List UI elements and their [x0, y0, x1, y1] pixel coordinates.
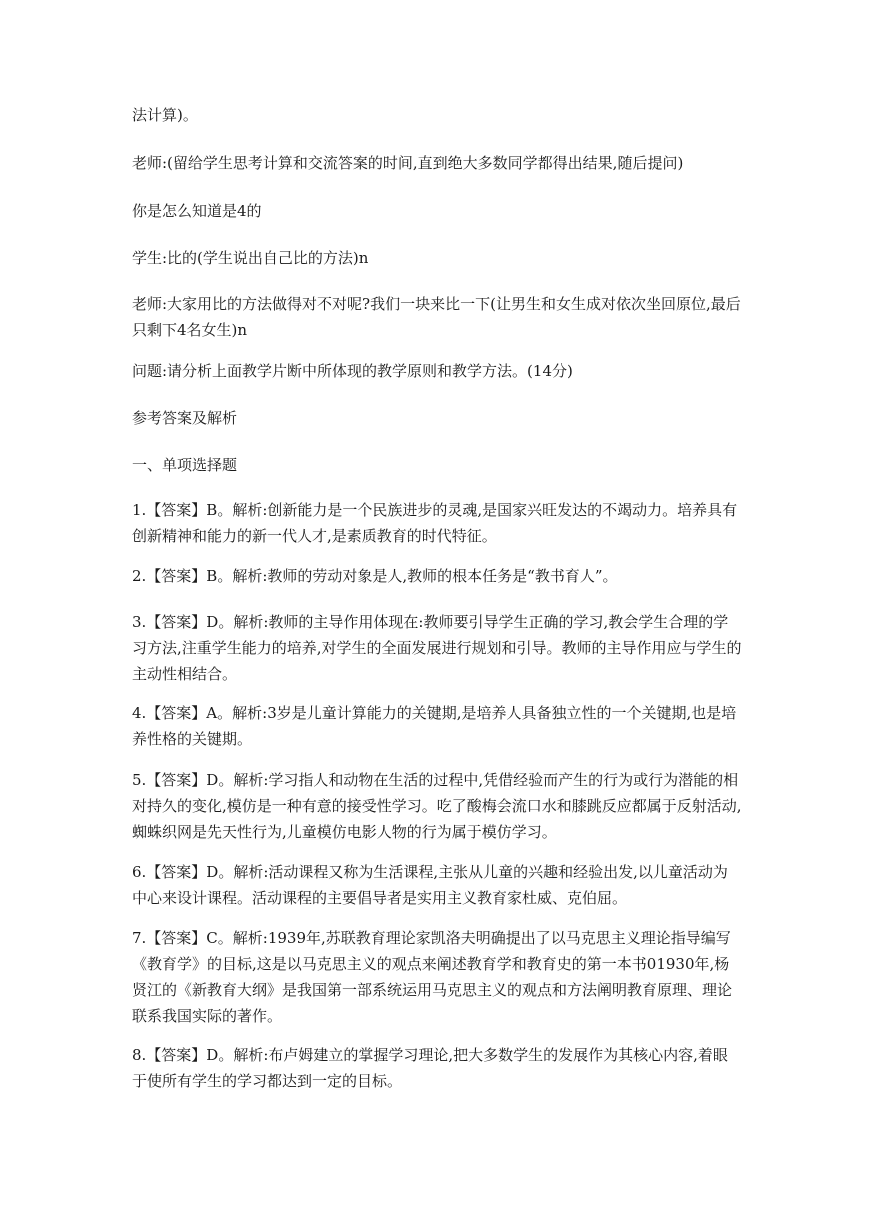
paragraph-question: 你是怎么知道是4的	[132, 202, 262, 220]
paragraph-continuation: 法计算)。	[132, 106, 198, 124]
answer-item-3: 3.【答案】D。解析:教师的主导作用体现在:教师要引导学生正确的学习,教会学生合理的学习方法,注重学生能力的培养,对学生的全面发展进行规划和引导。教师的主导作用应与学生的主动性相结合。	[132, 613, 742, 683]
answer-item-6: 6.【答案】D。解析:活动课程又称为生活课程,主张从儿童的兴趣和经验出发,以儿童活动为中心来设计课程。活动课程的主要倡导者是实用主义教育家杜威、克伯屈。	[132, 863, 728, 907]
paragraph-student-answer: 学生:比的(学生说出自己比的方法)n	[132, 249, 369, 267]
answer-item-7: 7.【答案】C。解析:1939年,苏联教育理论家凯洛夫明确提出了以马克思主义理论指导编写《教育学》的目标,这是以马克思主义的观点来阐述教育学和教育史的第一本书01930年,杨贤江的《新教育大纲》是我国第一部系统运用马克思主义的观点和方法阐明教育原理、理论联系我国实际的著作。	[132, 929, 733, 1025]
answer-item-5: 5.【答案】D。解析:学习指人和动物在生活的过程中,凭借经验而产生的行为或行为潜能的相对持久的变化,模仿是一种有意的接受性学习。吃了酸梅会流口水和膝跳反应都属于反射活动,蜘蛛织网是先天性行为,儿童模仿电影人物的行为属于模仿学习。	[132, 771, 742, 841]
answer-item-1: 1.【答案】B。解析:创新能力是一个民族进步的灵魂,是国家兴旺发达的不竭动力。培养具有创新精神和能力的新一代人才,是素质教育的时代特征。	[132, 501, 738, 545]
paragraph-teacher-prompt: 老师:(留给学生思考计算和交流答案的时间,直到绝大多数同学都得出结果,随后提问)	[132, 154, 684, 172]
section-heading-single-choice: 一、单项选择题	[132, 456, 238, 474]
answer-item-2: 2.【答案】B。解析:教师的劳动对象是人,教师的根本任务是“教书育人”。	[132, 567, 618, 585]
answer-item-4: 4.【答案】A。解析:3岁是儿童计算能力的关键期,是培养人具备独立性的一个关键期,也是培养性格的关键期。	[132, 704, 737, 748]
answer-item-8: 8.【答案】D。解析:布卢姆建立的掌握学习理论,把大多数学生的发展作为其核心内容,着眼于使所有学生的学习都达到一定的目标。	[132, 1046, 728, 1090]
paragraph-problem: 问题:请分析上面教学片断中所体现的教学原则和教学方法。(14分)	[132, 362, 573, 380]
paragraph-teacher-followup: 老师:大家用比的方法做得对不对呢?我们一块来比一下(让男生和女生成对依次坐回原位,最后只剩下4名女生)n	[132, 295, 741, 339]
section-heading-answers: 参考答案及解析	[132, 409, 238, 427]
